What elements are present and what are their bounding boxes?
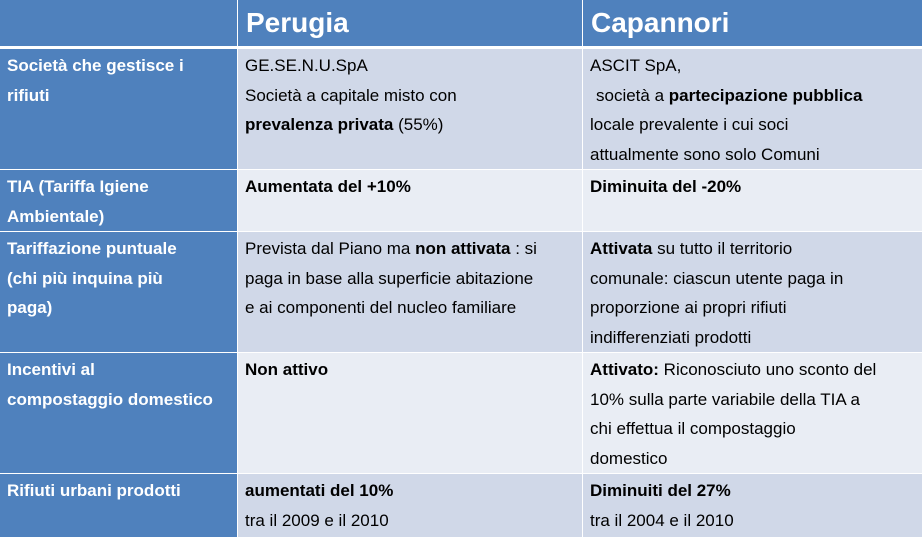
header-perugia-label: Perugia [246,7,349,38]
header-capannori [583,0,923,49]
row-label-rifiuti-urbani: Rifiuti urbani prodotti [0,474,238,538]
table-row [0,49,923,170]
header-capannori-label: Capannori [591,7,730,38]
table-row [0,170,923,232]
row-label-incentivi: Incentivi al compostaggio domestico [0,353,238,474]
header-row [0,0,923,49]
table-row [0,474,923,538]
cell-perugia-rifiuti-urbani: aumentati del 10% tra il 2009 e il 2010 [238,474,583,538]
cell-capannori-rifiuti-urbani: Diminuiti del 27% tra il 2004 e il 2010 [583,474,923,538]
cell-perugia-societa: GE.SE.N.U.SpA Società a capitale misto con prevalenza privata (55%) [238,49,583,170]
cell-perugia-incentivi: Non attivo [238,353,583,474]
cell-perugia-tia: Aumentata del +10% [238,170,583,232]
row-label-tariffazione: Tariffazione puntuale (chi più inquina più paga) [0,232,238,353]
cell-capannori-societa: ASCIT SpA, società a partecipazione pubblica locale prevalente i cui soci attualmente sono solo Comuni [583,49,923,170]
cell-capannori-tia: Diminuita del -20% [583,170,923,232]
row-label-societa: Società che gestisce i rifiuti [0,49,238,170]
table-row [0,353,923,474]
cell-perugia-tariffazione: Prevista dal Piano ma non attivata : si paga in base alla superficie abitazione e ai componenti del nucleo familiare [238,232,583,353]
cell-capannori-incentivi: Attivato: Riconosciuto uno sconto del 10% sulla parte variabile della TIA a chi effettua il compostaggio domestico [583,353,923,474]
table-row [0,232,923,353]
header-perugia [238,0,583,49]
row-label-tia: TIA (Tariffa Igiene Ambientale) [0,170,238,232]
header-empty-cell [0,0,238,49]
cell-capannori-tariffazione: Attivata su tutto il territorio comunale: ciascun utente paga in proporzione ai propri rifiuti indifferenziati prodotti [583,232,923,353]
